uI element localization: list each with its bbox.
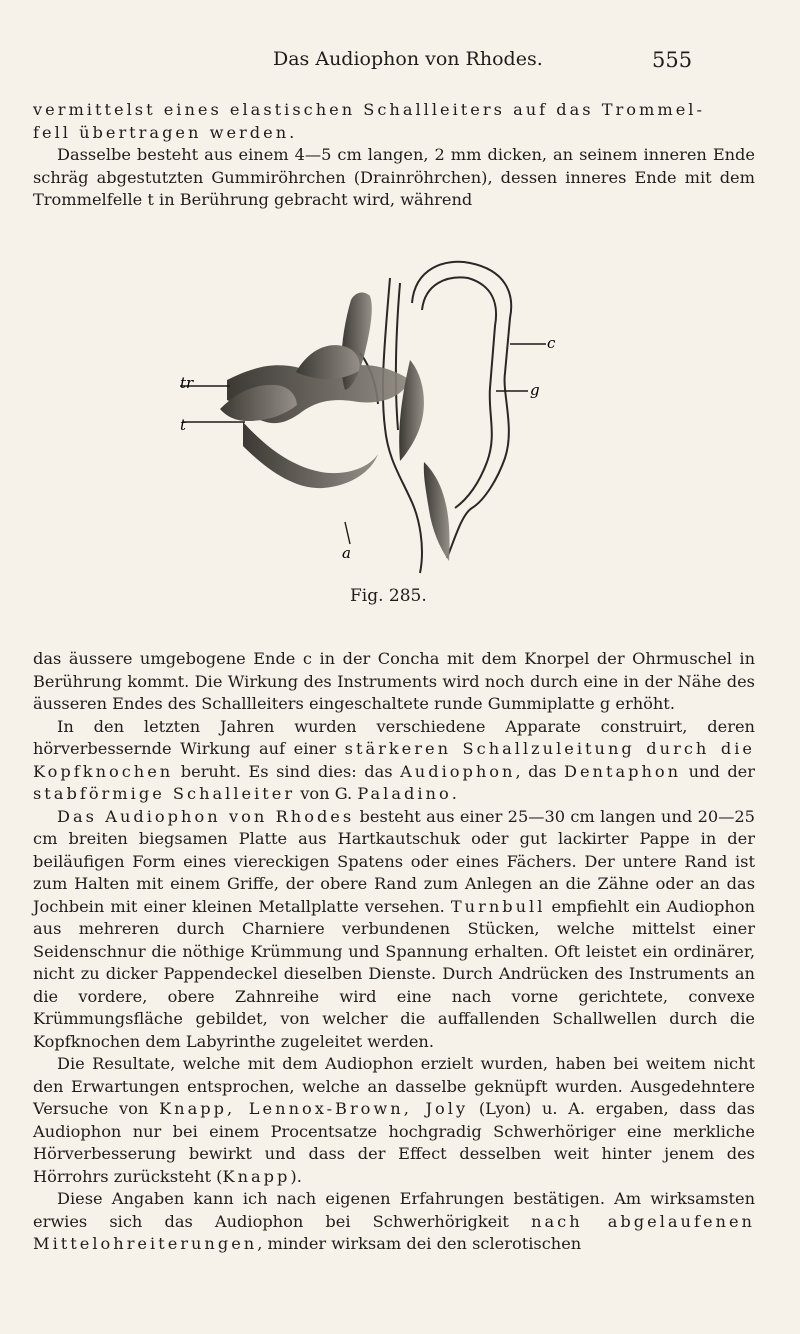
spaced-text: Das Audiophon von Rhodes xyxy=(57,806,355,826)
spaced-text: Turnbull xyxy=(450,896,546,916)
paragraph-text: . xyxy=(451,784,457,803)
spaced-text: Knapp xyxy=(222,1166,291,1186)
figure-caption: Fig. 285. xyxy=(350,586,427,606)
paragraph-text: von G. xyxy=(295,784,358,803)
running-title: Das Audiophon von Rhodes. xyxy=(273,48,543,70)
paragraph-text: ). xyxy=(290,1166,302,1186)
label-t: t xyxy=(180,416,187,434)
paragraph-text: Diese Angaben kann ich nach eigenen Erfahrungen bestätigen. Am wirksamsten erwies sich das Audiophon bei Schwerhörigkeit xyxy=(33,1189,755,1231)
paragraph-intro xyxy=(33,99,755,212)
paragraph-text: (Lyon) u. A. ergaben, dass das Audiophon nur bei einem Procentsatze hochgradig Schwerhöriger eine merkliche Hörverbesserung bewirkt und dass der Effect desselben weit hinter jenem des Hörrohrs zurücksteht ( xyxy=(33,1099,755,1186)
ear-anatomy-illustration xyxy=(180,248,580,578)
paragraph-text: das äussere umgebogene Ende c in der Concha mit dem Knorpel der Ohrmuschel in Berührung kommt. Die Wirkung des Instruments wird noch durch eine in der Nähe des äusseren Endes des Schallleiters eingeschaltete runde Gummiplatte g erhöht. xyxy=(33,649,755,713)
running-header xyxy=(0,50,800,80)
spaced-text: stabförmige Schalleiter xyxy=(33,784,296,803)
page-number: 555 xyxy=(652,48,693,72)
spaced-text: fell übertragen werden. xyxy=(33,122,298,142)
paragraph-text: Dasselbe besteht aus einem 4—5 cm langen, 2 mm dicken, an seinem inneren Ende schräg abgestutzten Gummiröhrchen (Drainröhrchen), dessen inneres Ende mit dem Trommelfelle t in Berührung gebracht wird, während xyxy=(33,145,755,209)
label-tr: tr xyxy=(180,374,194,392)
paragraph-body xyxy=(33,648,755,1256)
paragraph-text: , minder wirksam dei den sclerotischen xyxy=(257,1234,582,1253)
spaced-text: vermittelst eines elastischen Schallleiters auf das Trommel- xyxy=(33,100,705,119)
ear-figure xyxy=(180,248,580,578)
paragraph-text: In den letzten Jahren wurden verschiedene Apparate construirt, deren hörverbessernde Wirkung auf einer xyxy=(33,716,755,758)
paragraph-text: und der xyxy=(681,761,755,781)
spaced-text: Knapp, Lennox-Brown, Joly xyxy=(159,1099,469,1118)
label-a: a xyxy=(342,544,351,562)
paragraph-text: beruht. Es sind dies: das xyxy=(173,761,401,781)
paragraph-text: besteht aus einer 25—30 cm langen und 20—25 cm breiten biegsamen Platte aus Hartkautschuk oder gut lackirter Pappe in der beiläufigen Form eines viereckigen Spatens oder eines Fächers. Der untere Rand ist zum Halten mit einem Griffe, der obere Rand zum Anlegen an die Zähne oder an das Jochbein mit einer kleinen Metallplatte versehen. xyxy=(33,806,755,916)
spaced-text: Audiophon xyxy=(400,761,516,781)
spaced-text: Dentaphon xyxy=(563,761,682,781)
spaced-text: Paladino xyxy=(357,784,452,803)
spaced-text: nach abgelaufenen Mittelohreiterungen xyxy=(33,1211,755,1253)
paragraph-text: empfiehlt ein Audiophon aus mehreren durch Charniere verbundenen Stücken, welche mittelst einer Seidenschnur die nöthige Krümmung und Spannung erhalten. Oft leistet ein ordinärer, nicht zu dicker Pappendeckel dieselben Dienste. Durch Andrücken des Instruments an die vordere, obere Zahnreihe wird eine nach vorne gerichtete, convexe Krümmungsfläche gebildet, von welcher die auffallenden Schallwellen durch die Kopfknochen dem Labyrinthe zugeleitet werden. xyxy=(33,896,755,1051)
label-c: c xyxy=(547,334,556,352)
paragraph-text: Die Resultate, welche mit dem Audiophon erzielt wurden, haben bei weitem nicht den Erwartungen entsprochen, welche an dasselbe geknüpft wurden. Ausgedehntere Versuche von xyxy=(33,1054,755,1118)
label-g: g xyxy=(530,381,540,399)
spaced-text: stärkeren Schallzuleitung durch die Kopfknochen xyxy=(33,739,755,781)
paragraph-text: , das xyxy=(515,761,564,781)
